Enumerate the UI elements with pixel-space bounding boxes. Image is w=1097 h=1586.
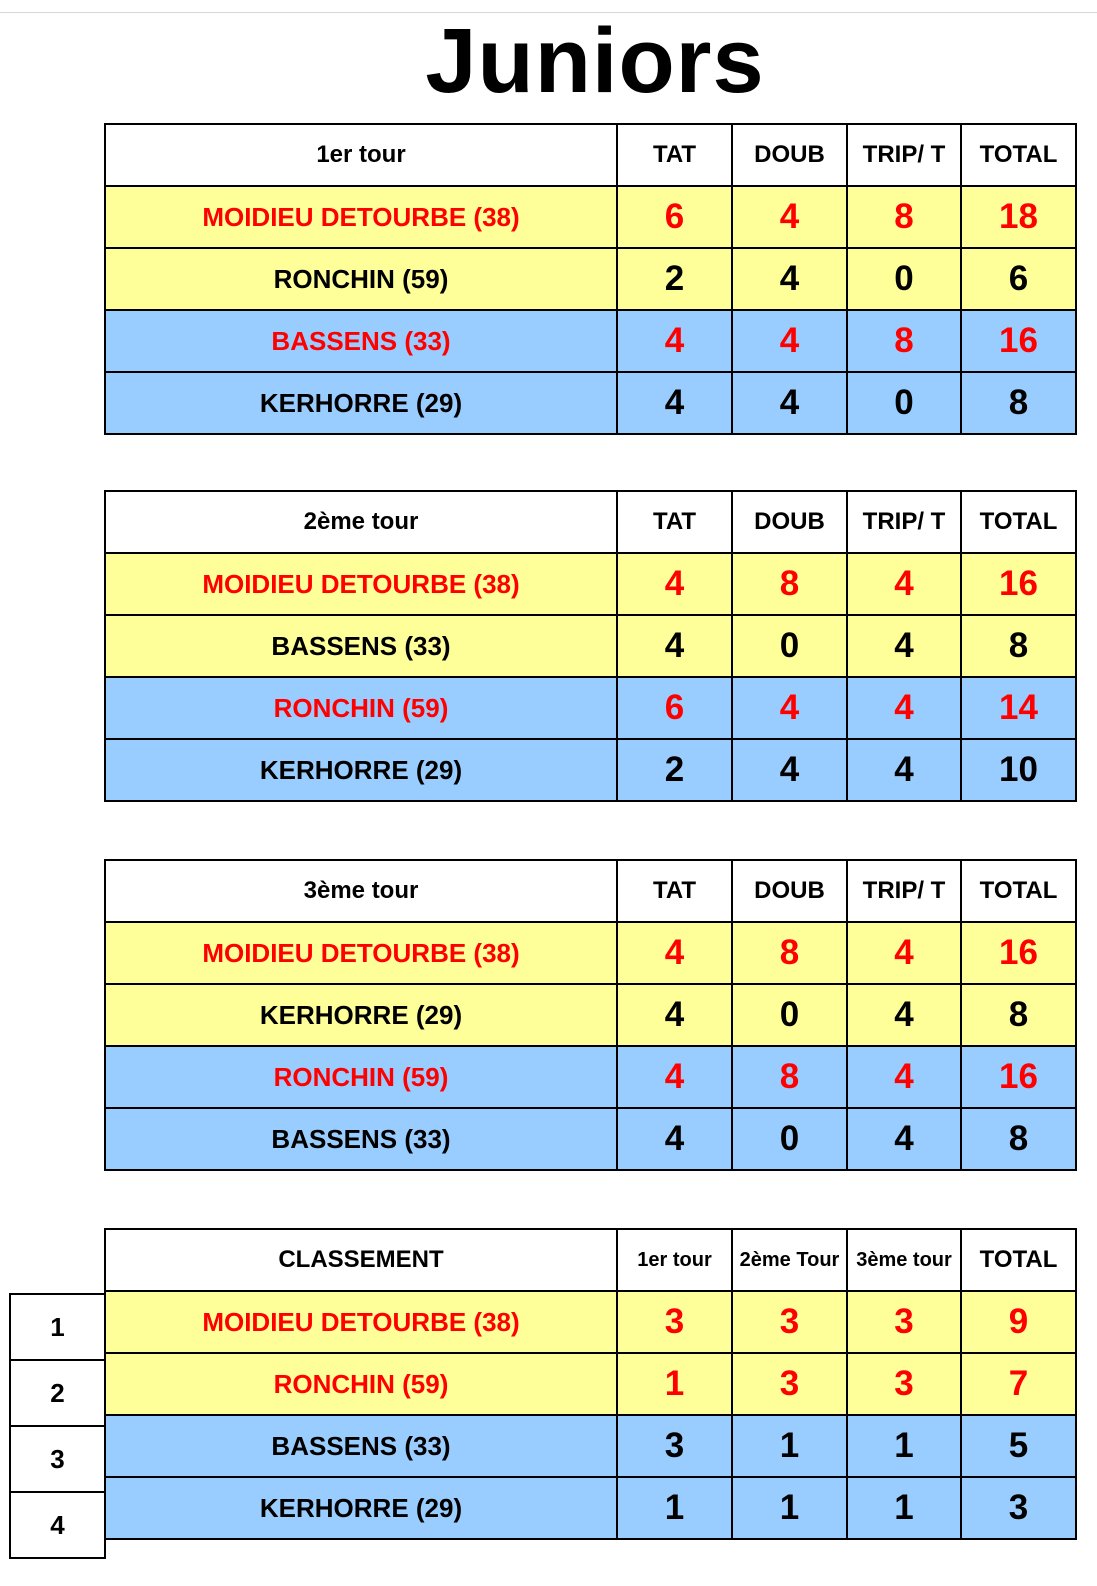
- total-score: 16: [961, 922, 1076, 984]
- doub-score: 4: [732, 372, 847, 434]
- table-row: [105, 248, 1076, 310]
- table-row: [105, 553, 1076, 615]
- rank-number: 3: [10, 1426, 105, 1492]
- total-points: 7: [961, 1353, 1076, 1415]
- round-3-points: 3: [847, 1291, 961, 1353]
- total-score: 14: [961, 677, 1076, 739]
- round-1-header-row: [105, 124, 1076, 186]
- tat-score: 4: [617, 553, 732, 615]
- table-row: [105, 922, 1076, 984]
- round-2-header-row: [105, 491, 1076, 553]
- tat-score: 4: [617, 984, 732, 1046]
- tat-score: 4: [617, 615, 732, 677]
- tat-score: 6: [617, 186, 732, 248]
- column-trip: TRIP/ T: [847, 860, 961, 922]
- trip-score: 4: [847, 739, 961, 801]
- column-round-1: 1er tour: [617, 1229, 732, 1291]
- column-total: TOTAL: [961, 124, 1076, 186]
- round-2-points: 1: [732, 1415, 847, 1477]
- trip-score: 4: [847, 615, 961, 677]
- classement-table: [104, 1228, 1077, 1540]
- round-3-label: 3ème tour: [105, 860, 617, 922]
- column-total: TOTAL: [961, 491, 1076, 553]
- round-2-label: 2ème tour: [105, 491, 617, 553]
- team-name: BASSENS (33): [105, 615, 617, 677]
- table-row: [105, 677, 1076, 739]
- team-name: KERHORRE (29): [105, 739, 617, 801]
- team-name: KERHORRE (29): [105, 1477, 617, 1539]
- trip-score: 4: [847, 553, 961, 615]
- round-3-table: [104, 859, 1077, 1171]
- table-row: [105, 1477, 1076, 1539]
- tat-score: 4: [617, 372, 732, 434]
- round-3-points: 1: [847, 1477, 961, 1539]
- trip-score: 4: [847, 984, 961, 1046]
- column-trip: TRIP/ T: [847, 124, 961, 186]
- table-row: [105, 739, 1076, 801]
- round-2-points: 3: [732, 1291, 847, 1353]
- tat-score: 4: [617, 1046, 732, 1108]
- trip-score: 4: [847, 1108, 961, 1170]
- doub-score: 0: [732, 984, 847, 1046]
- column-doub: DOUB: [732, 860, 847, 922]
- column-tat: TAT: [617, 124, 732, 186]
- team-name: BASSENS (33): [105, 1108, 617, 1170]
- trip-score: 4: [847, 922, 961, 984]
- round-2-points: 3: [732, 1353, 847, 1415]
- team-name: RONCHIN (59): [105, 248, 617, 310]
- rank-column: [9, 1293, 106, 1559]
- total-score: 8: [961, 372, 1076, 434]
- trip-score: 4: [847, 1046, 961, 1108]
- column-total: TOTAL: [961, 1229, 1076, 1291]
- doub-score: 4: [732, 739, 847, 801]
- classement-header-row: [105, 1229, 1076, 1291]
- round-1-label: 1er tour: [105, 124, 617, 186]
- rank-number: 2: [10, 1360, 105, 1426]
- round-2-points: 1: [732, 1477, 847, 1539]
- rank-number: 1: [10, 1294, 105, 1360]
- trip-score: 0: [847, 248, 961, 310]
- trip-score: 4: [847, 677, 961, 739]
- table-row: [105, 984, 1076, 1046]
- classement-label: CLASSEMENT: [105, 1229, 617, 1291]
- table-row: [105, 1415, 1076, 1477]
- tat-score: 6: [617, 677, 732, 739]
- page-title: Juniors: [425, 10, 765, 112]
- column-round-2: 2ème Tour: [732, 1229, 847, 1291]
- round-3-points: 1: [847, 1415, 961, 1477]
- doub-score: 0: [732, 615, 847, 677]
- total-score: 16: [961, 553, 1076, 615]
- table-row: [105, 1108, 1076, 1170]
- total-points: 9: [961, 1291, 1076, 1353]
- round-3-header-row: [105, 860, 1076, 922]
- doub-score: 8: [732, 922, 847, 984]
- tat-score: 2: [617, 739, 732, 801]
- team-name: MOIDIEU DETOURBE (38): [105, 553, 617, 615]
- round-2-table: [104, 490, 1077, 802]
- team-name: MOIDIEU DETOURBE (38): [105, 922, 617, 984]
- table-row: [105, 1353, 1076, 1415]
- total-score: 18: [961, 186, 1076, 248]
- team-name: RONCHIN (59): [105, 1046, 617, 1108]
- total-points: 5: [961, 1415, 1076, 1477]
- total-points: 3: [961, 1477, 1076, 1539]
- column-trip: TRIP/ T: [847, 491, 961, 553]
- total-score: 16: [961, 1046, 1076, 1108]
- round-1-points: 3: [617, 1415, 732, 1477]
- team-name: KERHORRE (29): [105, 372, 617, 434]
- column-doub: DOUB: [732, 124, 847, 186]
- total-score: 8: [961, 984, 1076, 1046]
- table-row: [105, 615, 1076, 677]
- trip-score: 8: [847, 186, 961, 248]
- round-1-points: 1: [617, 1353, 732, 1415]
- table-row: [105, 372, 1076, 434]
- column-tat: TAT: [617, 860, 732, 922]
- doub-score: 0: [732, 1108, 847, 1170]
- doub-score: 4: [732, 248, 847, 310]
- table-row: [105, 1046, 1076, 1108]
- column-tat: TAT: [617, 491, 732, 553]
- team-name: BASSENS (33): [105, 310, 617, 372]
- total-score: 8: [961, 615, 1076, 677]
- tat-score: 4: [617, 310, 732, 372]
- total-score: 6: [961, 248, 1076, 310]
- team-name: RONCHIN (59): [105, 1353, 617, 1415]
- team-name: MOIDIEU DETOURBE (38): [105, 1291, 617, 1353]
- trip-score: 0: [847, 372, 961, 434]
- round-1-points: 3: [617, 1291, 732, 1353]
- doub-score: 8: [732, 553, 847, 615]
- total-score: 16: [961, 310, 1076, 372]
- table-row: [105, 1291, 1076, 1353]
- team-name: RONCHIN (59): [105, 677, 617, 739]
- total-score: 10: [961, 739, 1076, 801]
- tat-score: 4: [617, 922, 732, 984]
- doub-score: 4: [732, 186, 847, 248]
- column-total: TOTAL: [961, 860, 1076, 922]
- column-doub: DOUB: [732, 491, 847, 553]
- team-name: MOIDIEU DETOURBE (38): [105, 186, 617, 248]
- doub-score: 4: [732, 677, 847, 739]
- doub-score: 8: [732, 1046, 847, 1108]
- rank-number: 4: [10, 1492, 105, 1558]
- round-1-table: [104, 123, 1077, 435]
- total-score: 8: [961, 1108, 1076, 1170]
- tat-score: 4: [617, 1108, 732, 1170]
- tat-score: 2: [617, 248, 732, 310]
- trip-score: 8: [847, 310, 961, 372]
- table-row: [105, 310, 1076, 372]
- round-3-points: 3: [847, 1353, 961, 1415]
- doub-score: 4: [732, 310, 847, 372]
- team-name: BASSENS (33): [105, 1415, 617, 1477]
- column-round-3: 3ème tour: [847, 1229, 961, 1291]
- team-name: KERHORRE (29): [105, 984, 617, 1046]
- table-row: [105, 186, 1076, 248]
- round-1-points: 1: [617, 1477, 732, 1539]
